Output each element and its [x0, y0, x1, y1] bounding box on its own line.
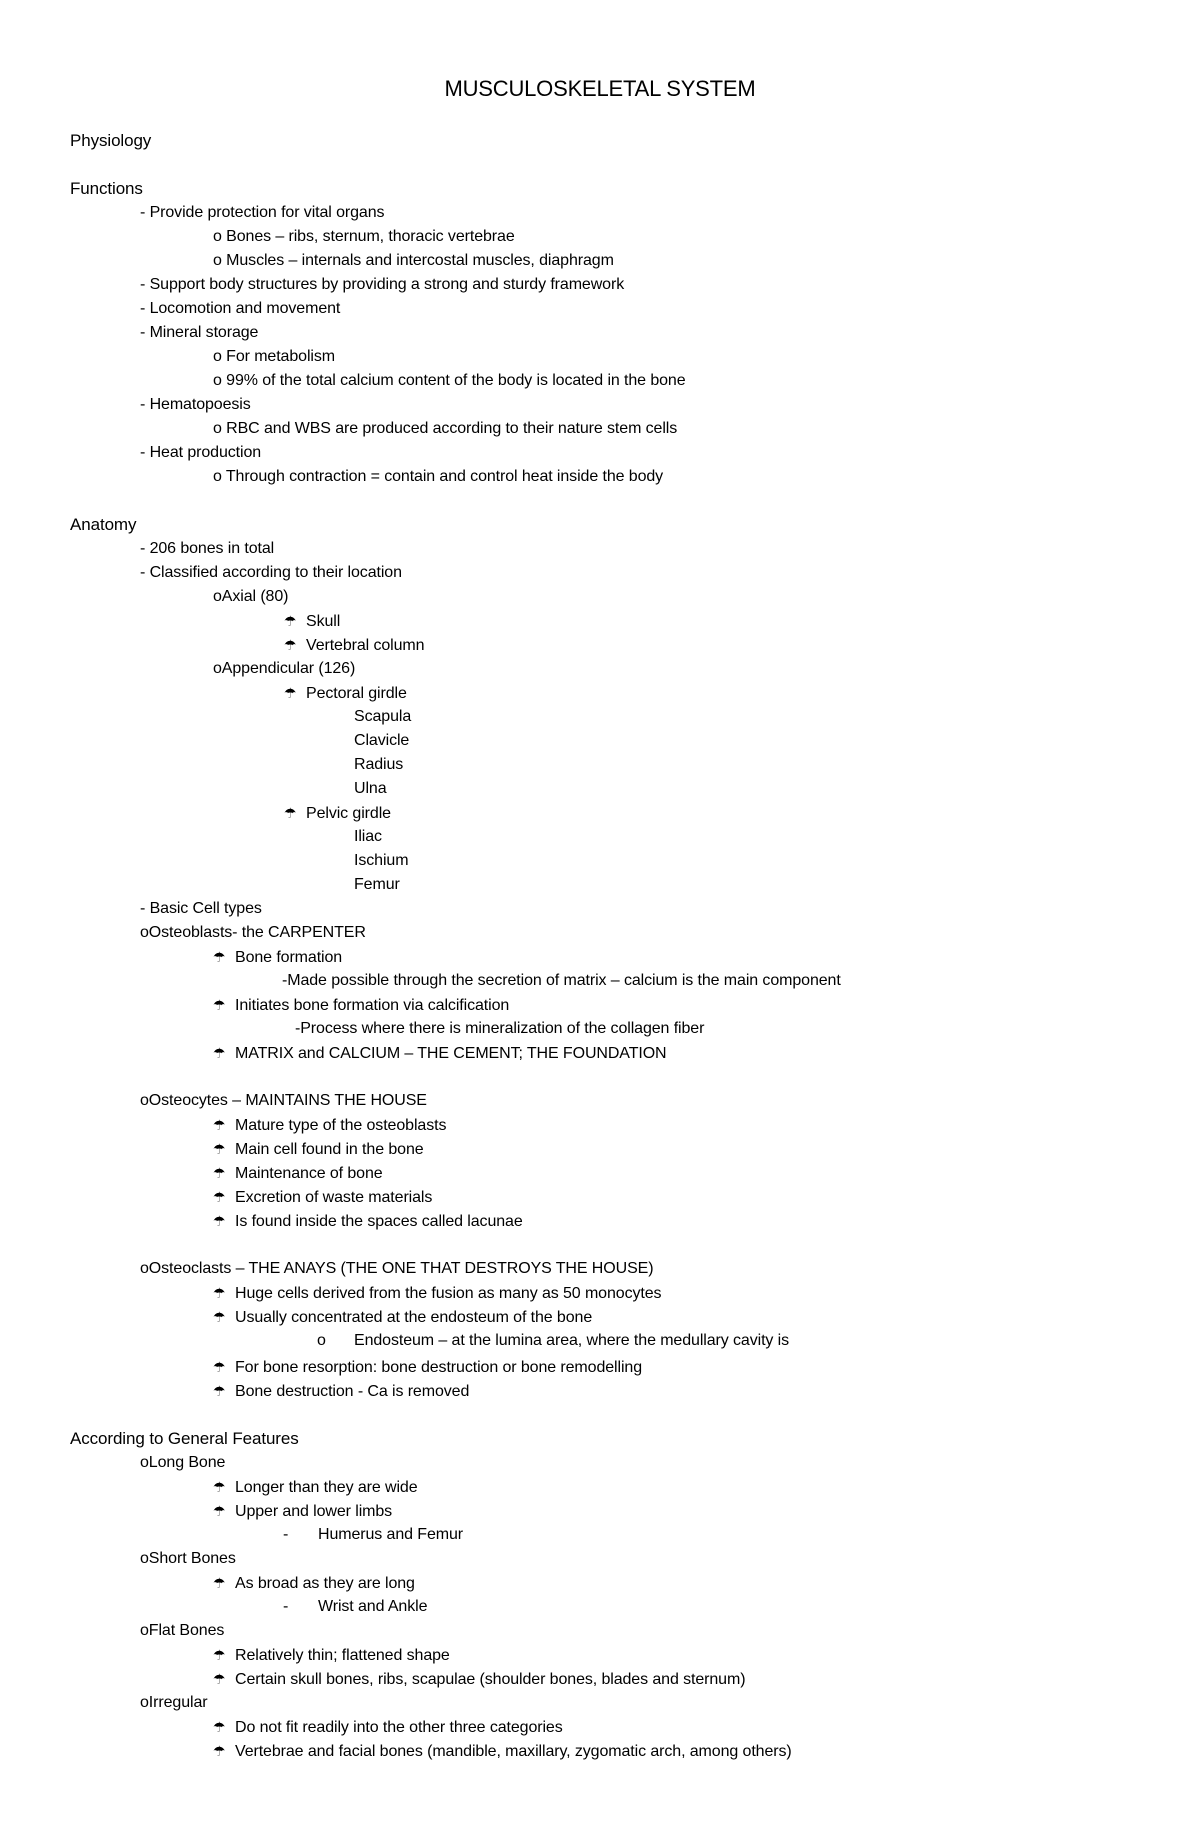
list-item: o Through contraction = contain and control heat inside the body	[213, 468, 664, 485]
list-item: - Wrist and Ankle	[283, 1598, 428, 1615]
umbrella-icon: ☂	[213, 1213, 226, 1229]
umbrella-icon: ☂	[284, 805, 297, 821]
list-item: ☂ Pectoral girdle	[284, 682, 407, 705]
umbrella-icon: ☂	[284, 637, 297, 653]
list-item: ☂ Bone formation	[213, 946, 342, 969]
umbrella-icon: ☂	[213, 1309, 226, 1325]
list-item: ☂ MATRIX and CALCIUM – THE CEMENT; THE FOUNDATION	[213, 1042, 667, 1065]
list-item: ☂ Is found inside the spaces called lacunae	[213, 1210, 523, 1233]
list-item: - 206 bones in total	[140, 540, 275, 557]
list-item: o For metabolism	[213, 348, 335, 365]
umbrella-icon: ☂	[213, 1647, 226, 1663]
list-item: oShort Bones	[140, 1550, 236, 1567]
list-item: ☂ Vertebrae and facial bones (mandible, maxillary, zygomatic arch, among others)	[213, 1740, 792, 1763]
umbrella-icon: ☂	[213, 1165, 226, 1181]
list-item: oIrregular	[140, 1694, 208, 1711]
umbrella-icon: ☂	[213, 1359, 226, 1375]
list-item: oOsteoblasts- the CARPENTER	[140, 924, 366, 941]
umbrella-icon: ☂	[213, 1189, 226, 1205]
list-item: ☂ Upper and lower limbs	[213, 1500, 392, 1523]
list-item: ☂ Skull	[284, 610, 340, 633]
umbrella-icon: ☂	[284, 613, 297, 629]
list-item: ☂ For bone resorption: bone destruction or bone remodelling	[213, 1356, 642, 1379]
list-item: ☂ Maintenance of bone	[213, 1162, 383, 1185]
list-item: Ulna	[354, 780, 387, 797]
list-item: ☂ Excretion of waste materials	[213, 1186, 432, 1209]
umbrella-icon: ☂	[213, 1671, 226, 1687]
list-item: ☂ Do not fit readily into the other three categories	[213, 1716, 563, 1739]
list-item: oFlat Bones	[140, 1622, 225, 1639]
list-item: o Muscles – internals and intercostal muscles, diaphragm	[213, 252, 614, 269]
umbrella-icon: ☂	[213, 1285, 226, 1301]
list-item: ☂ Relatively thin; flattened shape	[213, 1644, 450, 1667]
list-item: Femur	[354, 876, 400, 893]
list-item: ☂ Mature type of the osteoblasts	[213, 1114, 446, 1137]
umbrella-icon: ☂	[213, 1503, 226, 1519]
umbrella-icon: ☂	[213, 1117, 226, 1133]
list-item: - Provide protection for vital organs	[140, 204, 385, 221]
list-item: - Hematopoesis	[140, 396, 251, 413]
umbrella-icon: ☂	[284, 685, 297, 701]
umbrella-icon: ☂	[213, 997, 226, 1013]
list-item: ☂ Usually concentrated at the endosteum of the bone	[213, 1306, 592, 1329]
list-item: Iliac	[354, 828, 382, 845]
section-heading-general-features: According to General Features	[70, 1429, 299, 1448]
umbrella-icon: ☂	[213, 1719, 226, 1735]
section-heading-functions: Functions	[70, 179, 143, 198]
list-item: ☂ Main cell found in the bone	[213, 1138, 424, 1161]
list-item: - Locomotion and movement	[140, 300, 341, 317]
list-item: Clavicle	[354, 732, 410, 749]
list-item: ☂ Certain skull bones, ribs, scapulae (shoulder bones, blades and sternum)	[213, 1668, 745, 1691]
list-item: ☂ Huge cells derived from the fusion as many as 50 monocytes	[213, 1282, 661, 1305]
list-item: Ischium	[354, 852, 409, 869]
list-item: oAppendicular (126)	[213, 660, 356, 677]
list-item: oLong Bone	[140, 1454, 226, 1471]
page-title: MUSCULOSKELETAL SYSTEM	[444, 76, 756, 101]
umbrella-icon: ☂	[213, 1045, 226, 1061]
list-item: oOsteocytes – MAINTAINS THE HOUSE	[140, 1092, 427, 1109]
list-item: ☂ Initiates bone formation via calcification	[213, 994, 509, 1017]
umbrella-icon: ☂	[213, 1141, 226, 1157]
list-item: - Humerus and Femur	[283, 1526, 464, 1543]
list-item: ☂ Pelvic girdle	[284, 802, 391, 825]
umbrella-icon: ☂	[213, 1575, 226, 1591]
list-item: o RBC and WBS are produced according to their nature stem cells	[213, 420, 678, 437]
umbrella-icon: ☂	[213, 1743, 226, 1759]
list-item: ☂ As broad as they are long	[213, 1572, 415, 1595]
list-item: Scapula	[354, 708, 412, 725]
list-item: o Endosteum – at the lumina area, where the medullary cavity is	[317, 1332, 790, 1349]
list-item: - Support body structures by providing a strong and sturdy framework	[140, 276, 625, 293]
list-item: - Basic Cell types	[140, 900, 262, 917]
list-item: Radius	[354, 756, 404, 773]
list-item: - Mineral storage	[140, 324, 259, 341]
section-heading-anatomy: Anatomy	[70, 515, 137, 534]
umbrella-icon: ☂	[213, 949, 226, 965]
umbrella-icon: ☂	[213, 1383, 226, 1399]
list-item: - Classified according to their location	[140, 564, 402, 581]
list-item: -Made possible through the secretion of matrix – calcium is the main component	[282, 972, 841, 989]
list-item: -Process where there is mineralization of the collagen fiber	[295, 1020, 705, 1037]
list-item: - Heat production	[140, 444, 262, 461]
list-item: oOsteoclasts – THE ANAYS (THE ONE THAT DESTROYS THE HOUSE)	[140, 1260, 654, 1277]
list-item: ☂ Bone destruction - Ca is removed	[213, 1380, 469, 1403]
list-item: o 99% of the total calcium content of the body is located in the bone	[213, 372, 686, 389]
list-item: o Bones – ribs, sternum, thoracic vertebrae	[213, 228, 515, 245]
list-item: oAxial (80)	[213, 588, 289, 605]
umbrella-icon: ☂	[213, 1479, 226, 1495]
section-heading-physiology: Physiology	[70, 131, 152, 150]
list-item: ☂ Vertebral column	[284, 634, 424, 657]
list-item: ☂ Longer than they are wide	[213, 1476, 418, 1499]
